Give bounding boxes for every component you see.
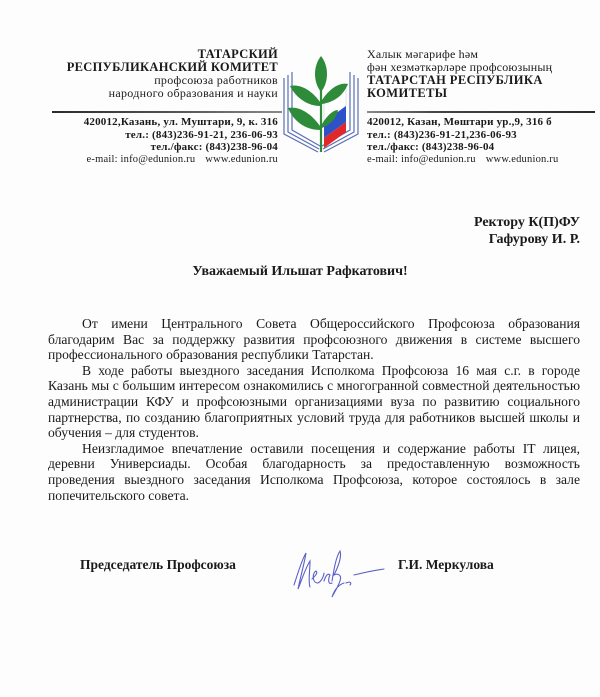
phone: тел.: (843)236-91-21,236-06-93: [367, 128, 517, 141]
addressee-name: Гафурову И. Р.: [488, 232, 580, 247]
website-link[interactable]: www.edunion.ru: [485, 153, 559, 165]
org-name-bold: РЕСПУБЛИКАНСКИЙ КОМИТЕТ: [66, 60, 278, 74]
contacts-ru: [40, 116, 278, 166]
letterhead: [0, 0, 600, 190]
address: 420012, Казан, Мөштари ур.,9, 316 б: [367, 116, 552, 128]
website-link[interactable]: www.edunion.ru: [205, 153, 278, 165]
signatory-title: Председатель Профсоюза: [80, 557, 236, 572]
org-name-regular: народного образования и науки: [108, 86, 278, 100]
letter-body: [48, 316, 580, 503]
letterhead-org-tt: [367, 48, 600, 100]
address: 420012,Казань, ул. Муштари, 9, к. 316: [83, 116, 278, 128]
org-name-bold: ТАТАРСКИЙ: [197, 47, 278, 61]
org-name-regular: фән хезмәткәрләре профсоюзының: [367, 60, 553, 74]
fax: тел./факс: (843)238-96-04: [150, 141, 278, 153]
email-link[interactable]: e-mail: info@edunion.ru: [86, 153, 196, 165]
email-link[interactable]: e-mail: info@edunion.ru: [367, 153, 476, 165]
letterhead-org-ru: [40, 48, 278, 100]
addressee: [380, 214, 580, 248]
fax: тел./факс: (843)238-96-04: [367, 141, 495, 153]
paragraph: Неизгладимое впечатление оставили посещения и содержание работы IT лицея, деревни Универсиады. Особая благодарность за предоставленную возможность проведения выездного заседания Исполкома Профсоюза, которое состоялось в зале попечительского совета.: [48, 440, 580, 503]
org-name-bold: КОМИТЕТЫ: [367, 86, 448, 100]
paragraph: В ходе работы выездного заседания Исполкома Профсоюза 16 мая с.г. в городе Казань мы с большим интересом ознакомились с многогранной совместной деятельностью администрации КФУ и профсоюзными организациями вуза по развитию социального партнерства, по созданию благоприятных условий труда для работников высшей школы и обучения – для студентов.: [48, 362, 580, 441]
divider: [367, 111, 595, 113]
signatory-name: Г.И. Меркулова: [398, 557, 494, 572]
paragraph: От имени Центрального Совета Общероссийского Профсоюза образования благодарим Вас за поддержку развития профсоюзного движения в системе высшего профессионального образования республики Татарстан.: [48, 316, 580, 363]
union-sprout-book-logo-icon: [280, 48, 362, 158]
contacts-tt: [367, 116, 600, 166]
org-name-bold: ТАТАРСТАН РЕСПУБЛИКА: [367, 73, 543, 87]
phone: тел.: (843)236-91-21, 236-06-93: [125, 128, 278, 141]
salutation: Уважаемый Ильшат Рафкатович!: [192, 264, 408, 279]
signature-block: [0, 545, 600, 605]
divider: [52, 111, 282, 113]
addressee-position: Ректору К(П)ФУ: [473, 215, 580, 230]
handwritten-signature-icon: [288, 545, 388, 600]
org-name-regular: Халык мәгарифе һәм: [367, 47, 479, 61]
org-name-regular: профсоюза работников: [154, 73, 278, 87]
